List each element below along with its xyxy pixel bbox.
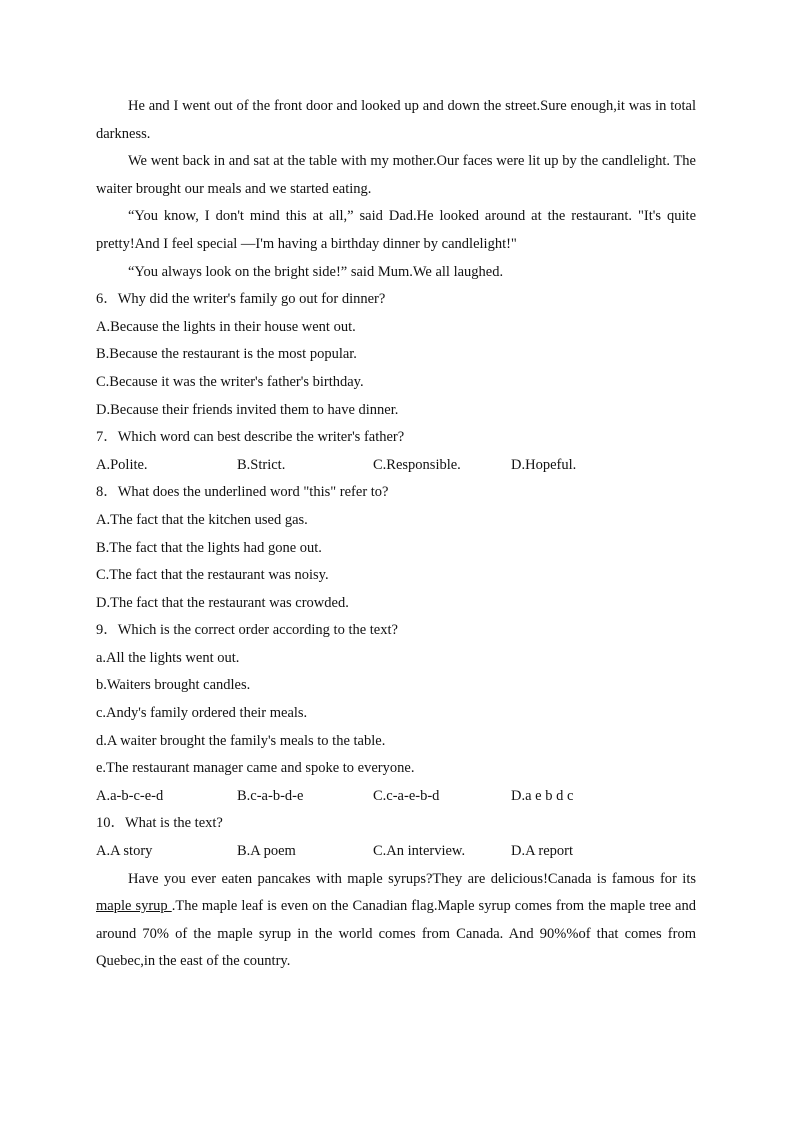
option-a: A.a-b-c-e-d bbox=[96, 787, 164, 804]
option-b: B.c-a-b-d-e bbox=[237, 787, 304, 804]
event-e: e.The restaurant manager came and spoke to everyone. bbox=[96, 760, 415, 777]
event-c: c.Andy's family ordered their meals. bbox=[96, 705, 308, 722]
passage-2-paragraph-1 bbox=[96, 866, 696, 976]
options-row bbox=[96, 783, 696, 811]
option-a: A.The fact that the kitchen used gas. bbox=[96, 511, 308, 528]
underlined-phrase: maple syrup bbox=[96, 898, 172, 915]
event-b: b.Waiters brought candles. bbox=[96, 677, 251, 694]
question-stem: 10．What is the text? bbox=[96, 815, 223, 832]
option-b: B.Strict. bbox=[237, 456, 286, 473]
passage-1-paragraph-1: He and I went out of the front door and looked up and down the street.Sure enough,it was in total darkness. bbox=[96, 98, 696, 142]
question-10 bbox=[96, 810, 696, 865]
options-row bbox=[96, 838, 696, 866]
option-a: A.Because the lights in their house went out. bbox=[96, 318, 356, 335]
option-d: D.Because their friends invited them to have dinner. bbox=[96, 401, 399, 418]
option-c: C.c-a-e-b-d bbox=[373, 787, 440, 804]
question-6 bbox=[96, 286, 696, 424]
option-b: B.A poem bbox=[237, 843, 296, 860]
event-a: a.All the lights went out. bbox=[96, 649, 240, 666]
question-7 bbox=[96, 424, 696, 479]
option-b: B.The fact that the lights had gone out. bbox=[96, 539, 322, 556]
option-a: A.Polite. bbox=[96, 456, 148, 473]
passage-2-text-after: .The maple leaf is even on the Canadian flag.Maple syrup comes from the maple tree and around 70% of the maple syrup in the world comes from Canada. And 90%%of that comes from Quebec,in the east of the country. bbox=[96, 898, 696, 970]
option-a: A.A story bbox=[96, 843, 153, 860]
options-row bbox=[96, 452, 696, 480]
question-stem: 8．What does the underlined word "this" refer to? bbox=[96, 484, 389, 501]
passage-1-paragraph-4: “You always look on the bright side!” said Mum.We all laughed. bbox=[128, 263, 504, 280]
option-c: C.Responsible. bbox=[373, 456, 461, 473]
passage-2 bbox=[96, 866, 696, 976]
option-c: C.An interview. bbox=[373, 843, 466, 860]
option-c: C.The fact that the restaurant was noisy. bbox=[96, 567, 329, 584]
question-8 bbox=[96, 479, 696, 617]
option-c: C.Because it was the writer's father's birthday. bbox=[96, 373, 364, 390]
option-d: D.Hopeful. bbox=[511, 456, 577, 473]
option-d: D.The fact that the restaurant was crowded. bbox=[96, 594, 349, 611]
passage-1-paragraph-3: “You know, I don't mind this at all,” said Dad.He looked around at the restaurant. "It's quite pretty!And I feel special —I'm having a birthday dinner by candlelight!" bbox=[96, 208, 696, 252]
question-stem: 7．Which word can best describe the writer's father? bbox=[96, 429, 405, 446]
question-stem: 6．Why did the writer's family go out for dinner? bbox=[96, 291, 386, 308]
passage-2-text-before: Have you ever eaten pancakes with maple syrups?They are delicious!Canada is famous for its bbox=[128, 870, 696, 887]
event-d: d.A waiter brought the family's meals to the table. bbox=[96, 732, 386, 749]
question-stem: 9．Which is the correct order according to the text? bbox=[96, 622, 398, 639]
document-content bbox=[96, 93, 696, 976]
option-b: B.Because the restaurant is the most popular. bbox=[96, 346, 357, 363]
question-9 bbox=[96, 617, 696, 810]
option-d: D.a e b d c bbox=[511, 787, 574, 804]
passage-1-paragraph-2: We went back in and sat at the table with my mother.Our faces were lit up by the candlelight. The waiter brought our meals and we started eating. bbox=[96, 153, 696, 197]
passage-1 bbox=[96, 93, 696, 286]
option-d: D.A report bbox=[511, 843, 574, 860]
